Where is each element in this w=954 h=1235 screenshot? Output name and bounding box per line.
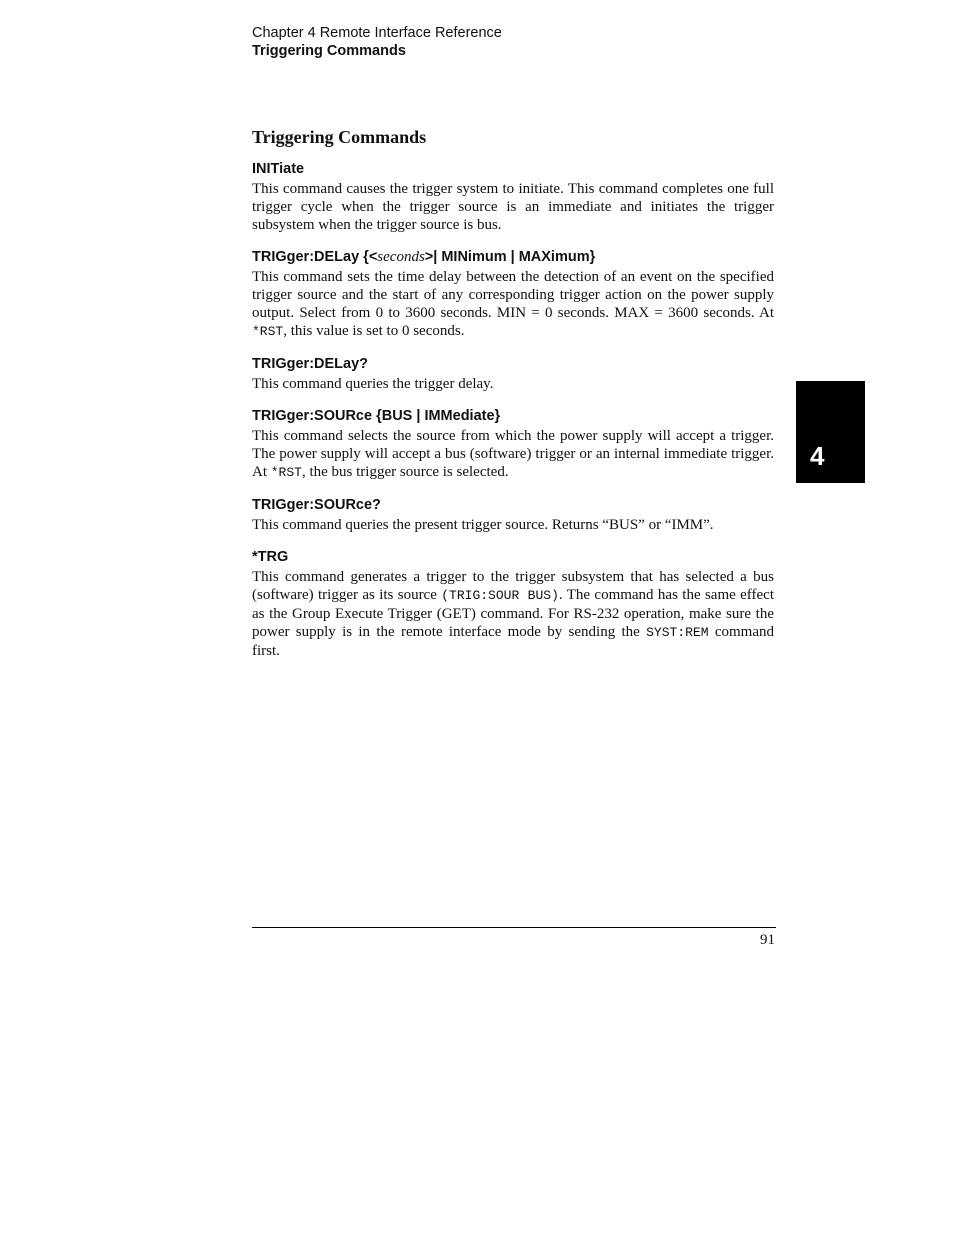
command-heading xyxy=(252,248,774,266)
code-literal: *RST xyxy=(252,324,284,339)
command-heading: TRIGger:SOURce? xyxy=(252,497,381,513)
command-trigger-delay xyxy=(252,248,774,341)
command-heading: TRIGger:SOURce {BUS | IMMediate} xyxy=(252,408,501,424)
running-header-section: Triggering Commands xyxy=(252,43,406,59)
description-text: command first. xyxy=(252,624,774,659)
description-text: , this value is set to 0 seconds. xyxy=(283,323,465,339)
command-description: This command queries the present trigger source. Returns “BUS” or “IMM”. xyxy=(252,517,714,533)
command-description: This command queries the trigger delay. xyxy=(252,376,494,392)
footer-rule xyxy=(252,927,776,928)
description-text: This command generates a trigger to the trigger subsystem that has selected a bus (software) trigger as its source xyxy=(252,569,774,603)
command-trigger-source xyxy=(252,407,774,482)
code-literal: SYST:REM xyxy=(646,625,709,640)
chapter-tab xyxy=(796,381,865,483)
command-trigger-source-query xyxy=(252,496,774,534)
description-text: . The command has the same effect as the Group Execute Trigger (GET) command. For RS-232 operation, make sure the power supply is in the remote interface mode by sending the xyxy=(252,587,775,640)
description-text: , the bus trigger source is selected. xyxy=(301,464,509,480)
description-text: This command sets the time delay between the detection of an event on the specified trigger source and the start of any corresponding trigger action on the power supply output. Select from 0 to 3600 seconds. MIN = 0 seconds. MAX = 3600 seconds. At xyxy=(252,269,774,321)
parameter-placeholder: seconds xyxy=(377,249,425,265)
heading-text: TRIGger:DELay {< xyxy=(252,249,378,265)
heading-text: >| MINimum | MAXimum} xyxy=(424,249,596,265)
description-text: This command selects the source from which the power supply will accept a trigger. The power supply will accept a bus (software) trigger or an internal immediate trigger. At xyxy=(252,428,774,480)
section-title: Triggering Commands xyxy=(252,127,427,147)
command-description xyxy=(252,268,774,341)
command-initiate xyxy=(252,160,774,234)
code-literal: (TRIG:SOUR BUS) xyxy=(441,588,559,603)
command-heading: *TRG xyxy=(252,549,289,565)
running-header-chapter: Chapter 4 Remote Interface Reference xyxy=(252,25,502,41)
command-heading: INITiate xyxy=(252,161,305,177)
command-description: This command causes the trigger system to initiate. This command completes one full trigger cycle when the trigger source is an immediate and initiates the trigger subsystem when the trigger source is bus. xyxy=(252,181,774,233)
page-content xyxy=(252,126,774,674)
chapter-tab-number: 4 xyxy=(810,441,825,471)
page-number: 91 xyxy=(760,932,775,948)
command-description xyxy=(252,568,774,660)
command-description xyxy=(252,427,774,482)
command-heading: TRIGger:DELay? xyxy=(252,356,369,372)
command-trg xyxy=(252,548,774,660)
code-literal: *RST xyxy=(270,465,302,480)
command-trigger-delay-query xyxy=(252,355,774,393)
